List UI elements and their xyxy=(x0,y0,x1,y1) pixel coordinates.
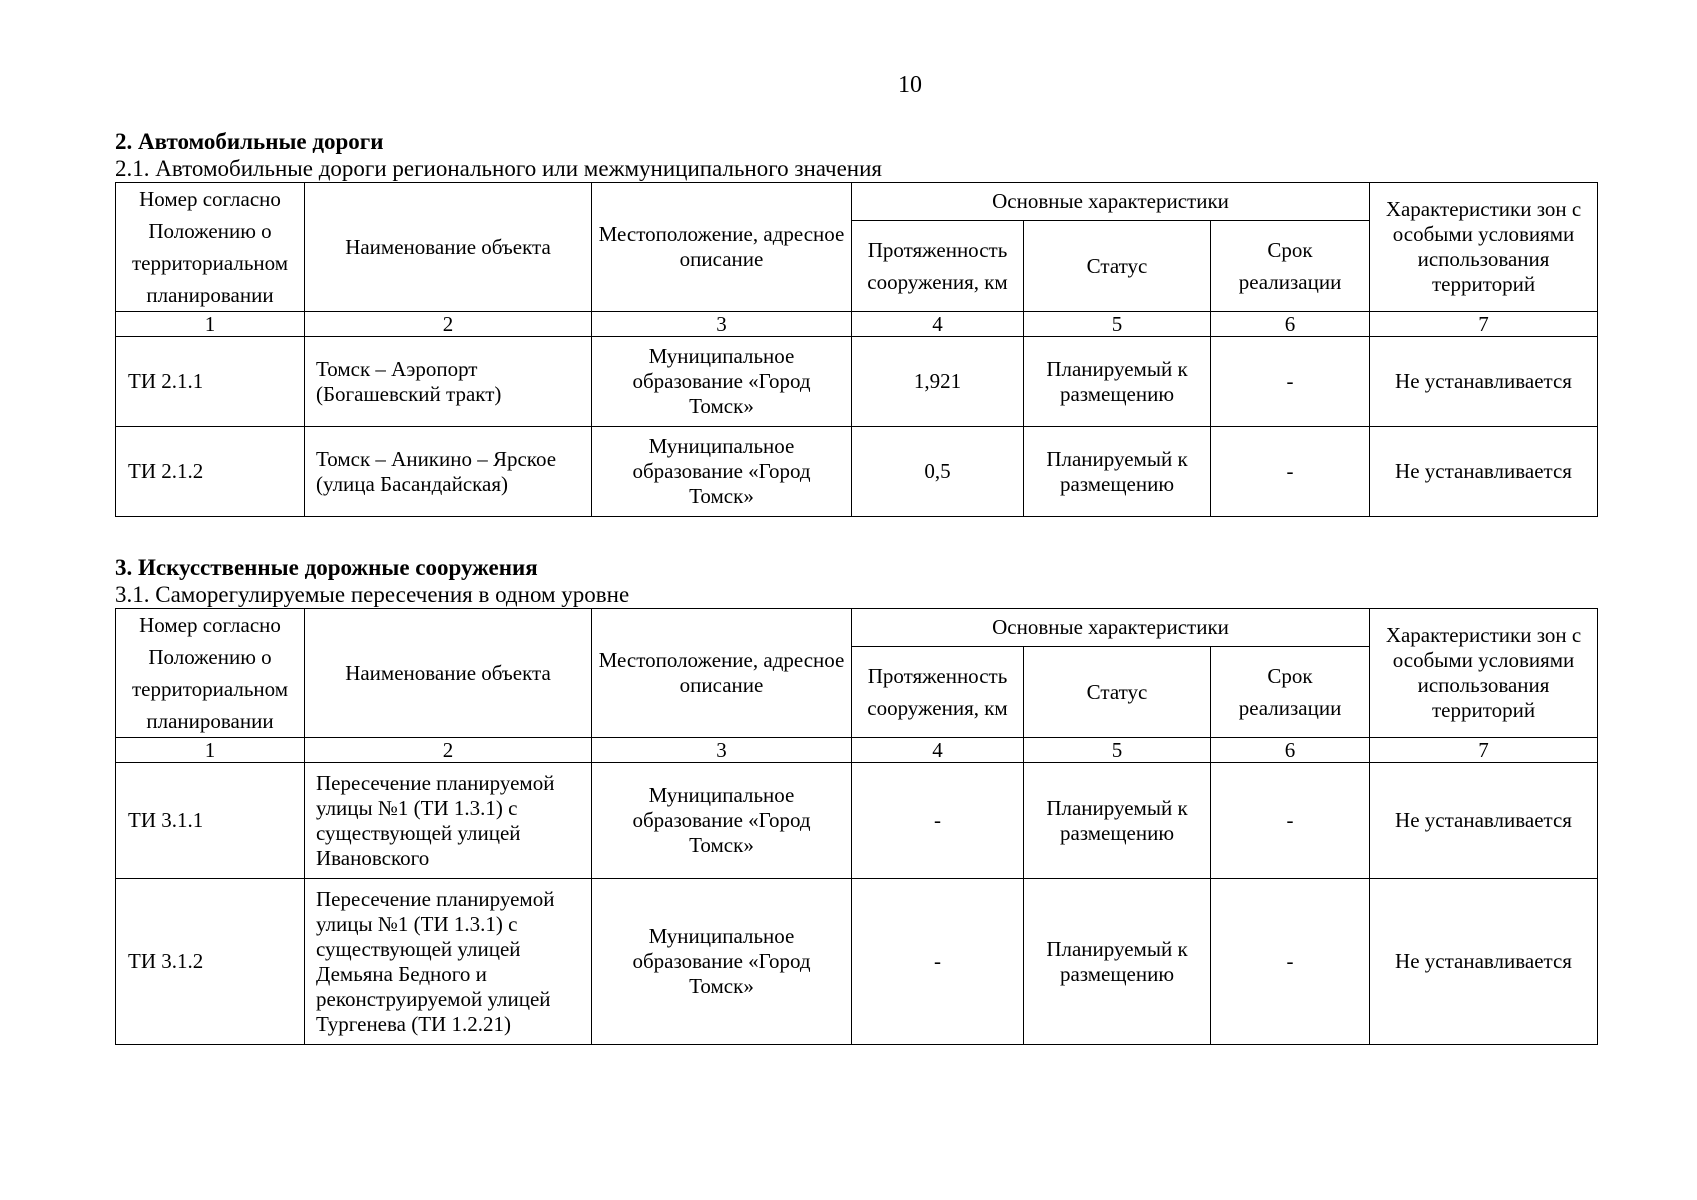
object-length: - xyxy=(852,879,1024,1045)
column-index: 5 xyxy=(1024,738,1211,763)
header-name: Наименование объекта xyxy=(305,609,592,738)
header-number: Номер согласно Положению о территориальном планировании xyxy=(116,183,305,312)
table-header-row xyxy=(116,609,1598,647)
header-term: Срок реализации xyxy=(1211,646,1370,737)
object-status: Планируемый к размещению xyxy=(1024,879,1211,1045)
object-name: Пересечение планируемой улицы №1 (ТИ 1.3.1) с существующей улицей Ивановского xyxy=(305,763,592,879)
object-name: Томск – Аникино – Ярское (улица Басандайская) xyxy=(305,427,592,517)
section-roads xyxy=(115,128,1597,517)
column-index: 6 xyxy=(1211,312,1370,337)
intersections-table xyxy=(115,608,1598,1045)
object-location: Муниципальное образование «Город Томск» xyxy=(592,763,852,879)
object-term: - xyxy=(1211,337,1370,427)
object-length: 0,5 xyxy=(852,427,1024,517)
header-length: Протяженность сооружения, км xyxy=(852,646,1024,737)
object-location: Муниципальное образование «Город Томск» xyxy=(592,337,852,427)
object-term: - xyxy=(1211,763,1370,879)
column-index: 4 xyxy=(852,738,1024,763)
table-row xyxy=(116,879,1598,1045)
header-main-characteristics: Основные характеристики xyxy=(852,183,1370,221)
object-status: Планируемый к размещению xyxy=(1024,427,1211,517)
roads-table xyxy=(115,182,1598,517)
object-zones: Не устанавливается xyxy=(1370,427,1598,517)
object-length: 1,921 xyxy=(852,337,1024,427)
header-name: Наименование объекта xyxy=(305,183,592,312)
object-length: - xyxy=(852,763,1024,879)
header-term: Срок реализации xyxy=(1211,220,1370,311)
column-index: 1 xyxy=(116,312,305,337)
object-zones: Не устанавливается xyxy=(1370,763,1598,879)
object-id: ТИ 3.1.1 xyxy=(116,763,305,879)
table-row xyxy=(116,427,1598,517)
header-length: Протяженность сооружения, км xyxy=(852,220,1024,311)
object-term: - xyxy=(1211,427,1370,517)
column-index: 2 xyxy=(305,738,592,763)
header-main-characteristics: Основные характеристики xyxy=(852,609,1370,647)
column-index: 2 xyxy=(305,312,592,337)
object-zones: Не устанавливается xyxy=(1370,337,1598,427)
column-index: 3 xyxy=(592,312,852,337)
page-number: 10 xyxy=(898,72,922,98)
object-term: - xyxy=(1211,879,1370,1045)
section-structures xyxy=(115,554,1597,1045)
object-zones: Не устанавливается xyxy=(1370,879,1598,1045)
table-header-row xyxy=(116,183,1598,221)
column-index: 1 xyxy=(116,738,305,763)
column-index: 3 xyxy=(592,738,852,763)
subsection-title: 3.1. Саморегулируемые пересечения в одном уровне xyxy=(115,582,630,607)
object-name: Томск – Аэропорт (Богашевский тракт) xyxy=(305,337,592,427)
header-location: Местоположение, адресное описание xyxy=(592,183,852,312)
table-row xyxy=(116,337,1598,427)
object-location: Муниципальное образование «Город Томск» xyxy=(592,427,852,517)
object-id: ТИ 2.1.2 xyxy=(116,427,305,517)
object-id: ТИ 3.1.2 xyxy=(116,879,305,1045)
object-status: Планируемый к размещению xyxy=(1024,337,1211,427)
header-zones: Характеристики зон с особыми условиями использования территорий xyxy=(1370,183,1598,312)
header-status: Статус xyxy=(1024,220,1211,311)
object-id: ТИ 2.1.1 xyxy=(116,337,305,427)
table-row xyxy=(116,763,1598,879)
section-title: 2. Автомобильные дороги xyxy=(115,129,384,154)
column-index: 7 xyxy=(1370,312,1598,337)
section-title: 3. Искусственные дорожные сооружения xyxy=(115,555,538,580)
header-status: Статус xyxy=(1024,646,1211,737)
column-index-row xyxy=(116,312,1598,337)
header-location: Местоположение, адресное описание xyxy=(592,609,852,738)
column-index-row xyxy=(116,738,1598,763)
column-index: 6 xyxy=(1211,738,1370,763)
column-index: 4 xyxy=(852,312,1024,337)
column-index: 5 xyxy=(1024,312,1211,337)
object-location: Муниципальное образование «Город Томск» xyxy=(592,879,852,1045)
column-index: 7 xyxy=(1370,738,1598,763)
object-name: Пересечение планируемой улицы №1 (ТИ 1.3.1) с существующей улицей Демьяна Бедного и реконструируемой улицей Тургенева (ТИ 1.2.21) xyxy=(305,879,592,1045)
subsection-title: 2.1. Автомобильные дороги регионального или межмуниципального значения xyxy=(115,156,883,181)
object-status: Планируемый к размещению xyxy=(1024,763,1211,879)
header-zones: Характеристики зон с особыми условиями использования территорий xyxy=(1370,609,1598,738)
header-number: Номер согласно Положению о территориальном планировании xyxy=(116,609,305,738)
